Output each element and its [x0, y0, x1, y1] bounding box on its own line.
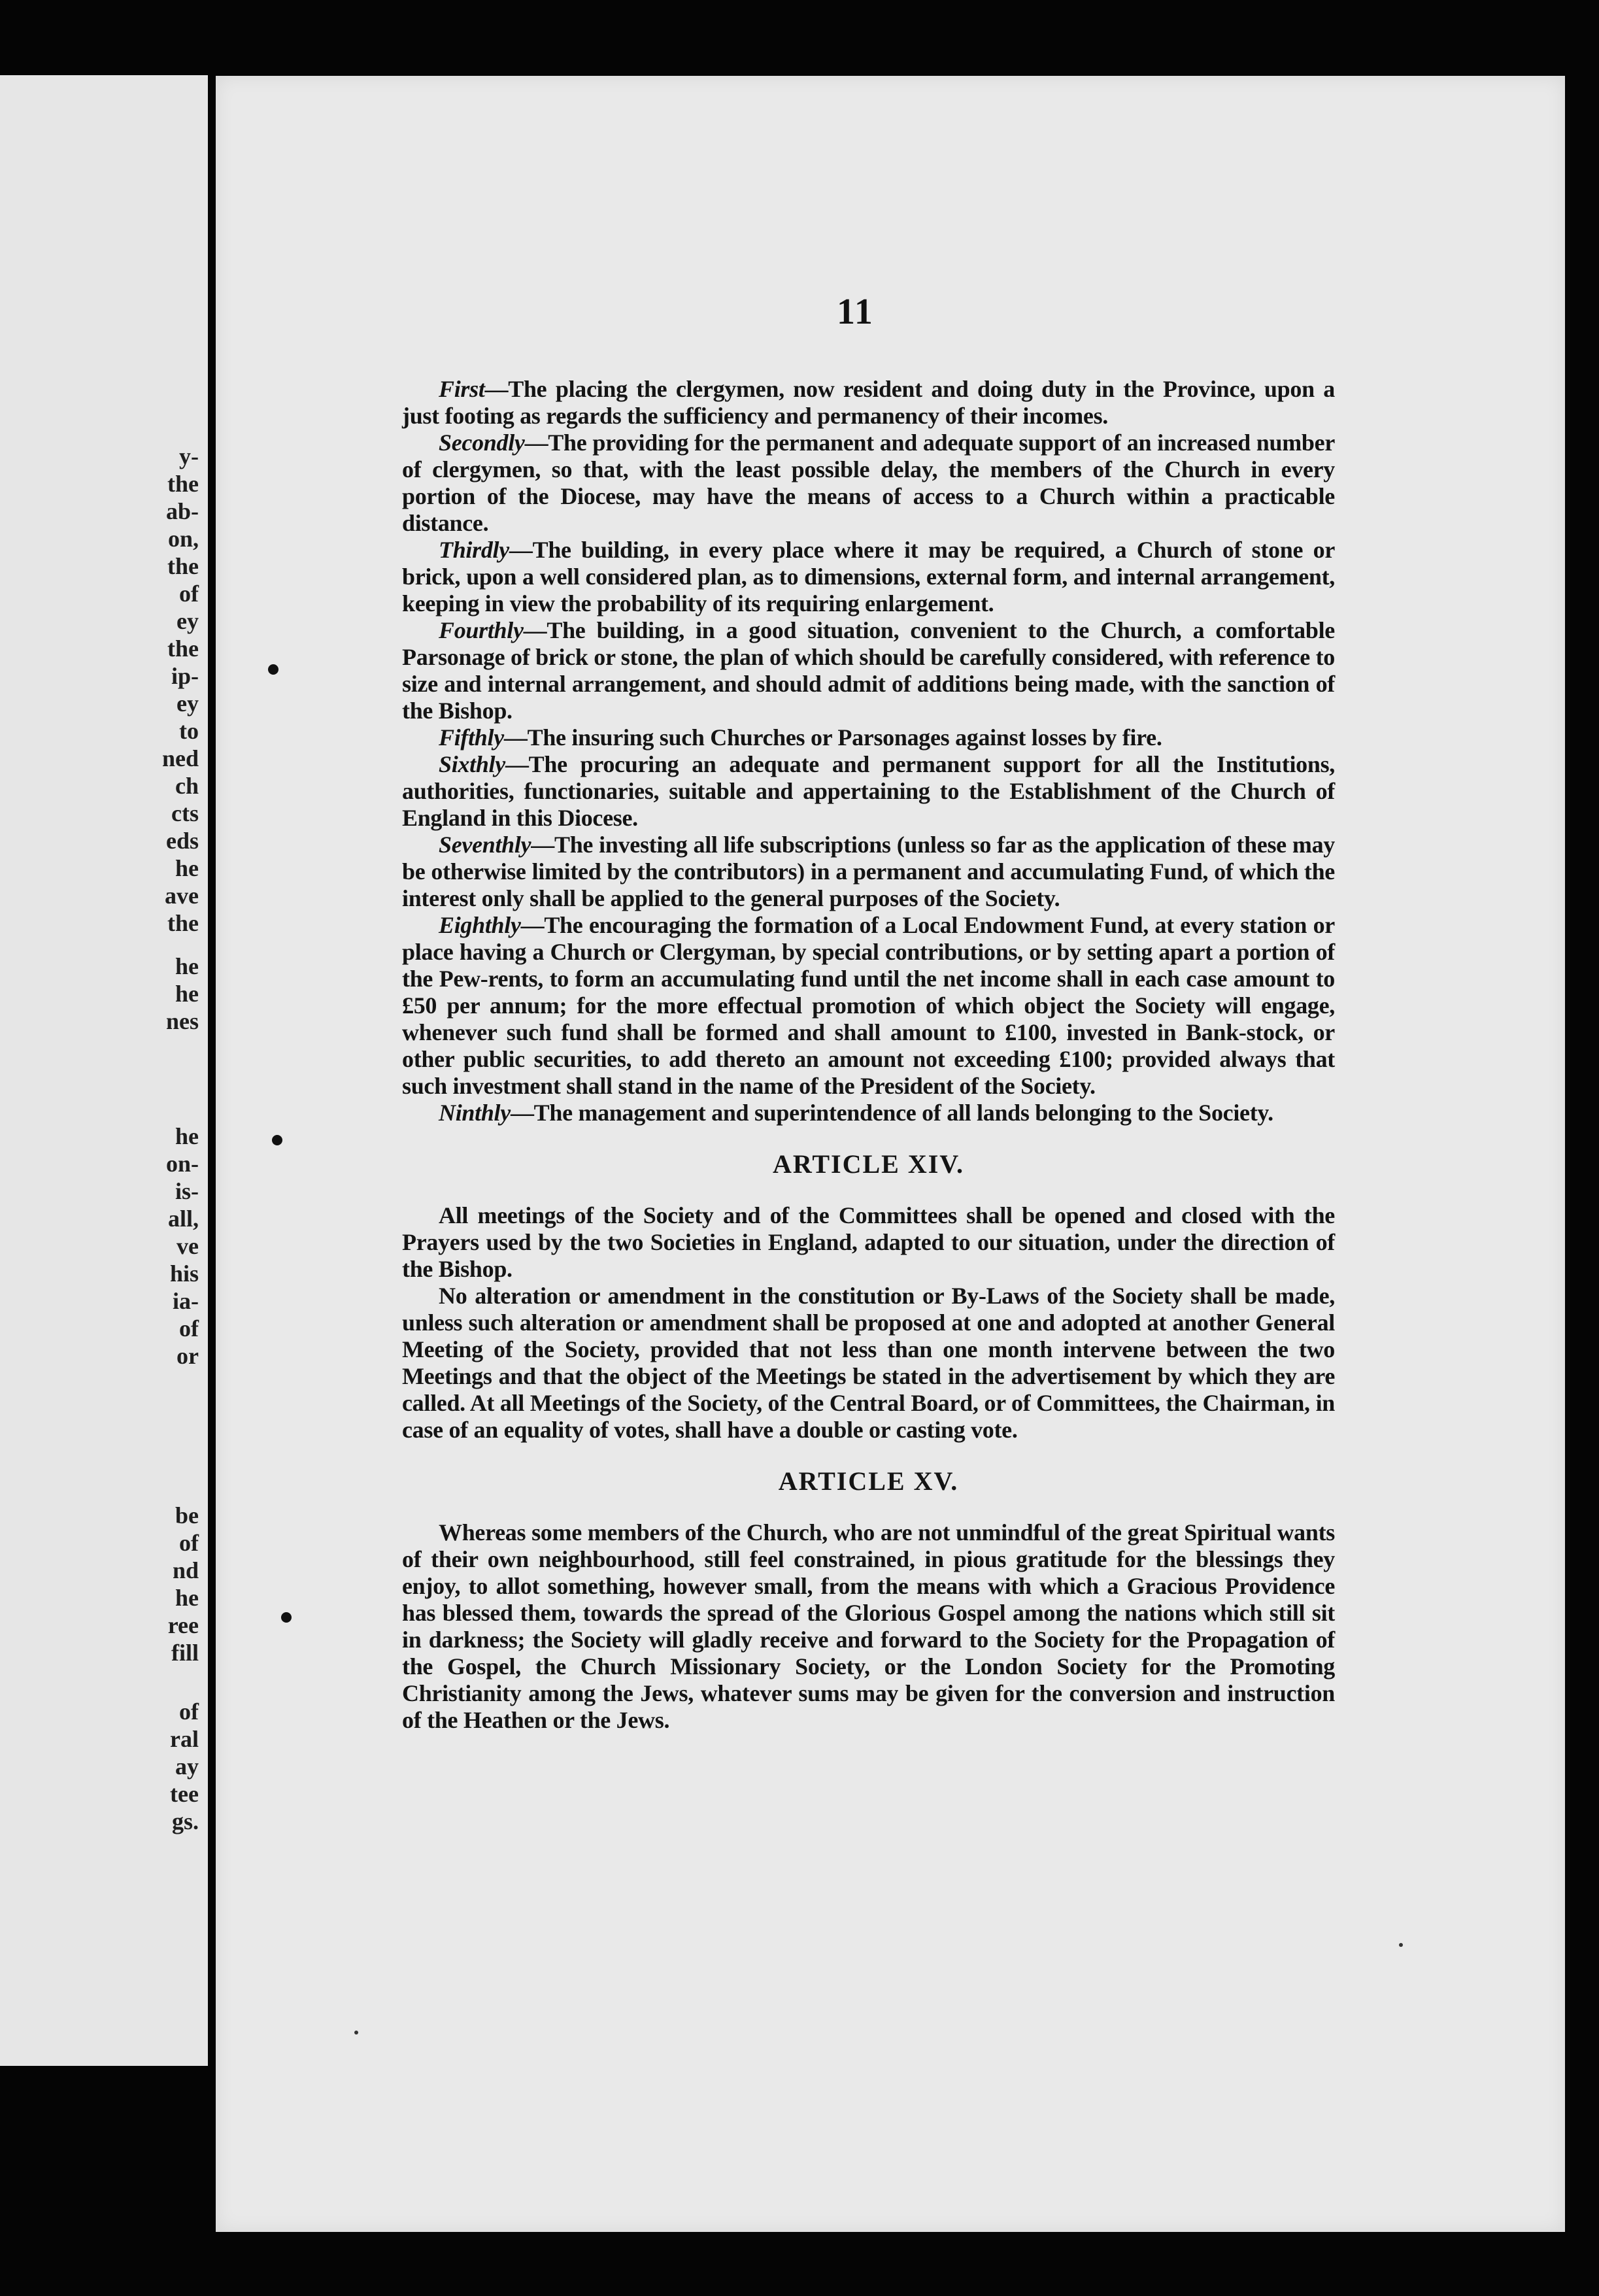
paragraph-text: —The building, in a good situation, convenient to the Church, a comfortable Parsonage of brick or stone, the plan of which should be carefully considered, with reference to size and internal arrangement, and should admit of additions being made, with the sanction of the Bishop.	[402, 617, 1335, 724]
page-number: 11	[837, 292, 874, 332]
paper-speck	[1399, 1943, 1403, 1947]
left-page-word-fragment: nes	[165, 1008, 199, 1034]
paragraph-text: —The placing the clergymen, now resident and doing duty in the Province, upon a just footing as regards the sufficiency and permanency of their incomes.	[402, 376, 1335, 429]
left-page-fragment	[0, 75, 208, 2066]
left-page-word-fragment: the	[167, 553, 199, 579]
paragraph-lead: Fourthly	[439, 617, 524, 643]
left-page-word-fragment: on-	[165, 1151, 199, 1177]
left-page-word-fragment: fill	[171, 1640, 199, 1666]
left-page-word-fragment: he	[175, 855, 199, 881]
paragraph-text: —The insuring such Churches or Parsonages against losses by fire.	[503, 724, 1162, 751]
left-page-word-fragment: ay	[175, 1753, 199, 1780]
left-page-word-fragment: ree	[167, 1612, 199, 1638]
left-page-word-fragment: is-	[175, 1178, 199, 1204]
left-page-word-fragment: on,	[167, 526, 199, 552]
paragraph	[402, 1283, 1335, 1443]
left-page-word-fragment: y-	[179, 443, 199, 469]
margin-mark	[281, 1612, 292, 1623]
left-page-word-fragment: or	[177, 1343, 199, 1369]
paragraph	[402, 751, 1335, 832]
left-page-word-fragment: the	[167, 910, 199, 936]
left-page-word-fragment: to	[179, 718, 199, 744]
left-page-word-fragment: he	[175, 1123, 199, 1149]
paragraph-text: Whereas some members of the Church, who are not unmindful of the great Spiritual wants of their own neighbourhood, still feel constrained, in pious gratitude for the blessings they enjoy, to allot something, however small, from the means with which a Gracious Providence has blessed them, towards the spread of the Glorious Gospel among the nations which still sit in darkness; the Society will gladly receive and forward to the Society for the Propagation of the Gospel, the Church Missionary Society, or the London Society for the Promoting Christianity among the Jews, whatever sums may be given for the conversion and instruction of the Heathen or the Jews.	[402, 1519, 1335, 1733]
left-page-word-fragment: he	[175, 1585, 199, 1611]
paragraph-text: —The investing all life subscriptions (unless so far as the application of these may be otherwise limited by the contributors) in a permanent and accumulating Fund, of which the interest only shall be applied to the general purposes of the Society.	[402, 832, 1335, 911]
left-page-word-fragment: of	[179, 1698, 199, 1725]
paragraph-lead: Secondly	[439, 430, 525, 456]
paragraph-text: No alteration or amendment in the constitution or By-Laws of the Society shall be made, unless such alteration or amendment shall be proposed at one and adopted at another General Meeting of the Society, provided that not less than one month intervene between the two Meetings and that the object of the Meetings be stated in the advertisement by which they are called. At all Meetings of the Society, of the Central Board, or of Committees, the Chairman, in case of an equality of votes, shall have a double or casting vote.	[402, 1283, 1335, 1443]
left-page-word-fragment: all,	[167, 1206, 199, 1232]
left-page-word-fragment: eds	[165, 828, 199, 854]
paragraph-lead: Sixthly	[439, 751, 505, 777]
margin-mark	[272, 1135, 282, 1145]
paragraph	[402, 832, 1335, 912]
paragraph	[402, 1519, 1335, 1734]
left-page-word-fragment: ab-	[165, 498, 199, 524]
paragraph	[402, 1100, 1335, 1126]
paragraph-text: —The procuring an adequate and permanent support for all the Institutions, authorities, functionaries, suitable and appertaining to the Establishment of the Church of England in this Diocese.	[402, 751, 1335, 831]
left-page-word-fragment: ia-	[173, 1288, 199, 1314]
paragraph	[402, 1202, 1335, 1283]
paragraph	[402, 617, 1335, 724]
paper-speck	[354, 2031, 358, 2034]
paragraph	[402, 912, 1335, 1100]
left-page-word-fragment: ch	[175, 773, 199, 799]
paragraph	[402, 376, 1335, 430]
paragraph-text: —The providing for the permanent and adequate support of an increased number of clergymen, so that, with the least possible delay, the members of the Church in every portion of the Diocese, may have the means of access to a Church within a practicable distance.	[402, 430, 1335, 536]
left-page-word-fragment: of	[179, 1315, 199, 1342]
paragraph-lead: Ninthly	[439, 1100, 511, 1126]
paragraph-lead: Eighthly	[439, 912, 521, 938]
paragraph-text: —The building, in every place where it may be required, a Church of stone or brick, upon a well considered plan, as to dimensions, external form, and internal arrangement, keeping in view the probability of its requiring enlargement.	[402, 537, 1335, 616]
left-page-word-fragment: of	[179, 1530, 199, 1556]
paragraph-lead: Seventhly	[439, 832, 531, 858]
left-page-word-fragment: tee	[170, 1781, 199, 1807]
margin-mark	[268, 664, 278, 675]
left-page-word-fragment: the	[167, 635, 199, 662]
paragraph	[402, 724, 1335, 751]
left-page-word-fragment: the	[167, 471, 199, 497]
left-page-word-fragment: his	[169, 1260, 199, 1287]
left-page-word-fragment: gs.	[171, 1808, 199, 1834]
paragraph-lead: Thirdly	[439, 537, 509, 563]
left-page-word-fragment: he	[175, 953, 199, 979]
left-page-word-fragment: ned	[161, 745, 199, 771]
article-heading: ARTICLE XV.	[778, 1466, 959, 1496]
left-page-word-fragment: ey	[177, 690, 199, 717]
left-page-word-fragment: ave	[165, 883, 199, 909]
paragraph-text: All meetings of the Society and of the Committees shall be opened and closed with the Prayers used by the two Societies in England, adapted to our situation, under the direction of the Bishop.	[402, 1202, 1335, 1282]
paragraph-text: —The encouraging the formation of a Local Endowment Fund, at every station or place having a Church or Clergyman, by special contributions, or by setting apart a portion of the Pew-rents, to form an accumulating fund until the net income shall in each case amount to £50 per annum; for the more effectual promotion of which object the Society will engage, whenever such fund shall be formed and shall amount to £100, invested in Bank-stock, or other public securities, to add thereto an amount not exceeding £100; provided always that such investment shall stand in the name of the President of the Society.	[402, 912, 1335, 1099]
left-page-word-fragment: be	[175, 1502, 199, 1528]
left-page-word-fragment: he	[175, 981, 199, 1007]
left-page-word-fragment: cts	[171, 800, 199, 826]
article-heading: ARTICLE XIV.	[772, 1149, 965, 1179]
left-page-word-fragment: ral	[170, 1726, 199, 1752]
paragraph	[402, 430, 1335, 537]
paragraph	[402, 537, 1335, 617]
paragraph-lead: First	[439, 376, 485, 402]
left-page-word-fragment: ip-	[171, 663, 199, 689]
body-text	[402, 376, 1335, 1734]
left-page-word-fragment: ey	[177, 608, 199, 634]
left-page-word-fragment: ve	[177, 1233, 199, 1259]
paragraph-text: —The management and superintendence of all lands belonging to the Society.	[510, 1100, 1273, 1126]
left-page-word-fragment: of	[179, 581, 199, 607]
paragraph-lead: Fifthly	[439, 724, 504, 751]
left-page-word-fragment: nd	[172, 1557, 199, 1583]
